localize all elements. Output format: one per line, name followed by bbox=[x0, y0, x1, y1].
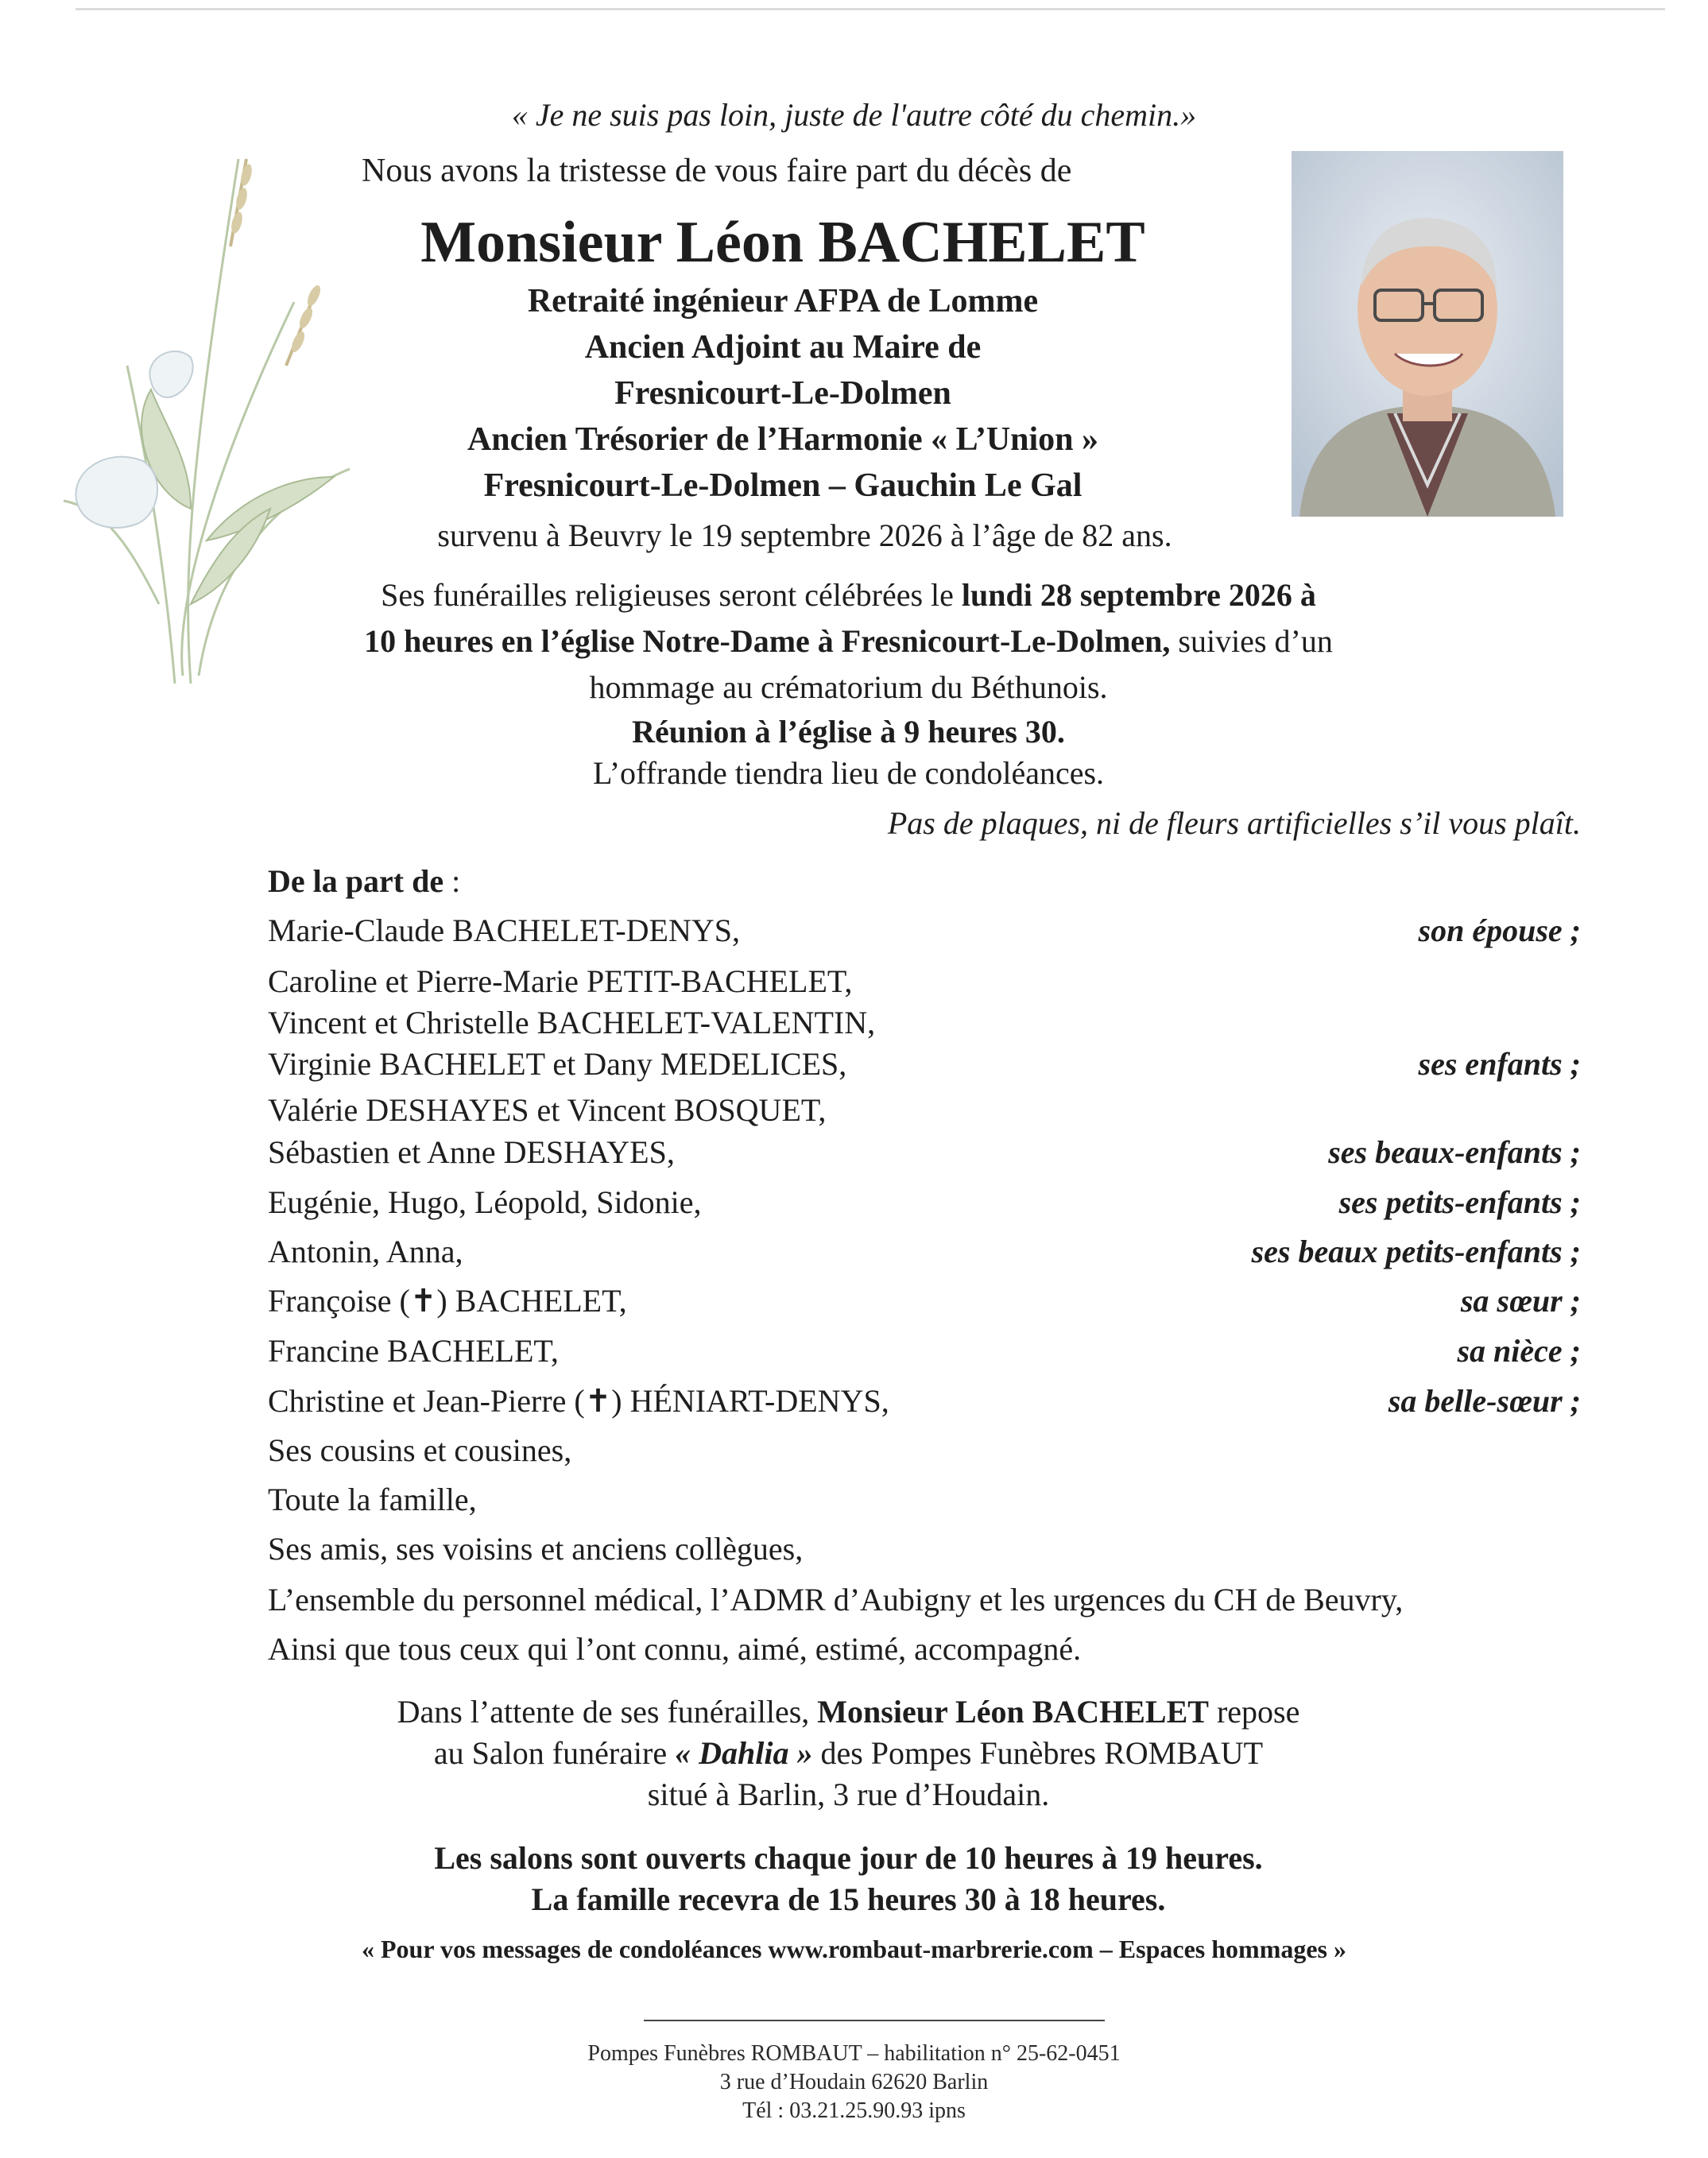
family-name: Antonin, Anna, bbox=[268, 1234, 463, 1269]
repose-block bbox=[302, 1691, 1395, 1815]
title-line: Retraité ingénieur AFPA de Lomme bbox=[527, 283, 1039, 320]
family-name: Ses amis, ses voisins et anciens collègues, bbox=[268, 1531, 804, 1567]
family-relation: ses enfants ; bbox=[1418, 1046, 1581, 1082]
repose-name: Monsieur Léon BACHELET bbox=[817, 1694, 1209, 1730]
from-label: De la part de bbox=[268, 863, 444, 899]
footer-company: Pompes Funèbres ROMBAUT – habilitation n° 25-62-0451 bbox=[587, 2041, 1121, 2066]
epigraph: « Je ne suis pas loin, juste de l'autre côté du chemin.» bbox=[511, 97, 1197, 133]
salon-hours: Les salons sont ouverts chaque jour de 10 heures à 19 heures. bbox=[434, 1840, 1263, 1876]
funeral-date: lundi 28 septembre 2026 à bbox=[961, 577, 1316, 613]
title-line: Ancien Adjoint au Maire de bbox=[584, 329, 982, 366]
repose-address: situé à Barlin, 3 rue d’Houdain. bbox=[647, 1776, 1050, 1812]
family-name-part: ) HÉNIART-DENYS, bbox=[611, 1383, 889, 1419]
family-name: Sébastien et Anne DESHAYES, bbox=[268, 1134, 675, 1170]
footer-address: 3 rue d’Houdain 62620 Barlin bbox=[719, 2070, 989, 2094]
top-border-line bbox=[76, 8, 1665, 10]
reunion-block bbox=[302, 711, 1395, 794]
family-name: Marie-Claude BACHELET-DENYS, bbox=[268, 912, 740, 948]
hours-block bbox=[302, 1838, 1395, 1920]
funeral-block bbox=[302, 572, 1395, 711]
title-line: Fresnicourt-Le-Dolmen bbox=[614, 375, 951, 412]
portrait-photo bbox=[1292, 151, 1563, 517]
title-line: Ancien Trésorier de l’Harmonie « L’Union » bbox=[467, 421, 1099, 458]
family-relation: ses beaux-enfants ; bbox=[1328, 1134, 1581, 1170]
family-relation: ses petits-enfants ; bbox=[1338, 1184, 1581, 1220]
family-name: L’ensemble du personnel médical, l’ADMR d’Aubigny et les urgences du CH de Beuvry, bbox=[268, 1582, 1404, 1618]
repose-text: Dans l’attente de ses funérailles, bbox=[397, 1694, 818, 1730]
funeral-text: Ses funérailles religieuses seront célébrées le bbox=[381, 577, 962, 613]
title-line: Fresnicourt-Le-Dolmen – Gauchin Le Gal bbox=[483, 467, 1083, 504]
family-name bbox=[268, 1281, 627, 1321]
family-relation: sa nièce ; bbox=[1457, 1333, 1581, 1369]
footer-phone: Tél : 03.21.25.90.93 ipns bbox=[742, 2098, 966, 2123]
cross-icon: ✝ bbox=[409, 1283, 437, 1319]
repose-text: des Pompes Funèbres ROMBAUT bbox=[812, 1735, 1264, 1771]
funeral-text: hommage au crématorium du Béthunois. bbox=[589, 669, 1108, 705]
offrande-text: L’offrande tiendra lieu de condoléances. bbox=[592, 755, 1105, 791]
titles-block bbox=[362, 278, 1204, 509]
cross-icon: ✝ bbox=[584, 1383, 612, 1419]
deceased-name: Monsieur Léon BACHELET bbox=[420, 210, 1145, 275]
no-flowers-note: Pas de plaques, ni de fleurs artificielles s’il vous plaît. bbox=[887, 805, 1581, 841]
family-name: Eugénie, Hugo, Léopold, Sidonie, bbox=[268, 1184, 702, 1220]
from-heading bbox=[268, 861, 460, 902]
family-relation: son épouse ; bbox=[1418, 912, 1581, 948]
family-name: Ses cousins et cousines, bbox=[268, 1432, 572, 1468]
family-relation: sa belle-sœur ; bbox=[1388, 1383, 1581, 1419]
family-name: Valérie DESHAYES et Vincent BOSQUET, bbox=[268, 1092, 827, 1128]
family-name: Ainsi que tous ceux qui l’ont connu, aimé, estimé, accompagné. bbox=[268, 1631, 1082, 1667]
separator-line bbox=[644, 2020, 1105, 2021]
reunion-text: Réunion à l’église à 9 heures 30. bbox=[632, 714, 1065, 750]
salon-name: « Dahlia » bbox=[675, 1735, 813, 1771]
family-name: Caroline et Pierre-Marie PETIT-BACHELET, bbox=[268, 963, 853, 999]
intro-text: Nous avons la tristesse de vous faire part du décès de bbox=[362, 153, 1072, 189]
family-name bbox=[268, 1381, 889, 1421]
messages-note: « Pour vos messages de condoléances www.rombaut-marbrerie.com – Espaces hommages » bbox=[362, 1935, 1346, 1963]
funeral-text: suivies d’un bbox=[1170, 623, 1333, 659]
family-name: Vincent et Christelle BACHELET-VALENTIN, bbox=[268, 1005, 876, 1040]
family-hours: La famille recevra de 15 heures 30 à 18 heures. bbox=[531, 1881, 1166, 1917]
family-relation: sa sœur ; bbox=[1460, 1283, 1581, 1319]
family-relation: ses beaux petits-enfants ; bbox=[1251, 1234, 1581, 1269]
death-line: survenu à Beuvry le 19 septembre 2026 à l’âge de 82 ans. bbox=[437, 517, 1172, 553]
repose-text: repose bbox=[1208, 1694, 1300, 1730]
family-name: Toute la famille, bbox=[268, 1482, 477, 1517]
funeral-place: 10 heures en l’église Notre-Dame à Fresnicourt-Le-Dolmen, bbox=[364, 623, 1171, 659]
family-name-part: Christine et Jean-Pierre ( bbox=[268, 1383, 585, 1419]
repose-text: au Salon funéraire bbox=[433, 1735, 676, 1771]
family-name: Virginie BACHELET et Dany MEDELICES, bbox=[268, 1046, 847, 1082]
family-name: Francine BACHELET, bbox=[268, 1333, 559, 1369]
family-name-part: ) BACHELET, bbox=[436, 1283, 627, 1319]
family-name-part: Françoise ( bbox=[268, 1283, 410, 1319]
from-colon: : bbox=[443, 863, 461, 899]
